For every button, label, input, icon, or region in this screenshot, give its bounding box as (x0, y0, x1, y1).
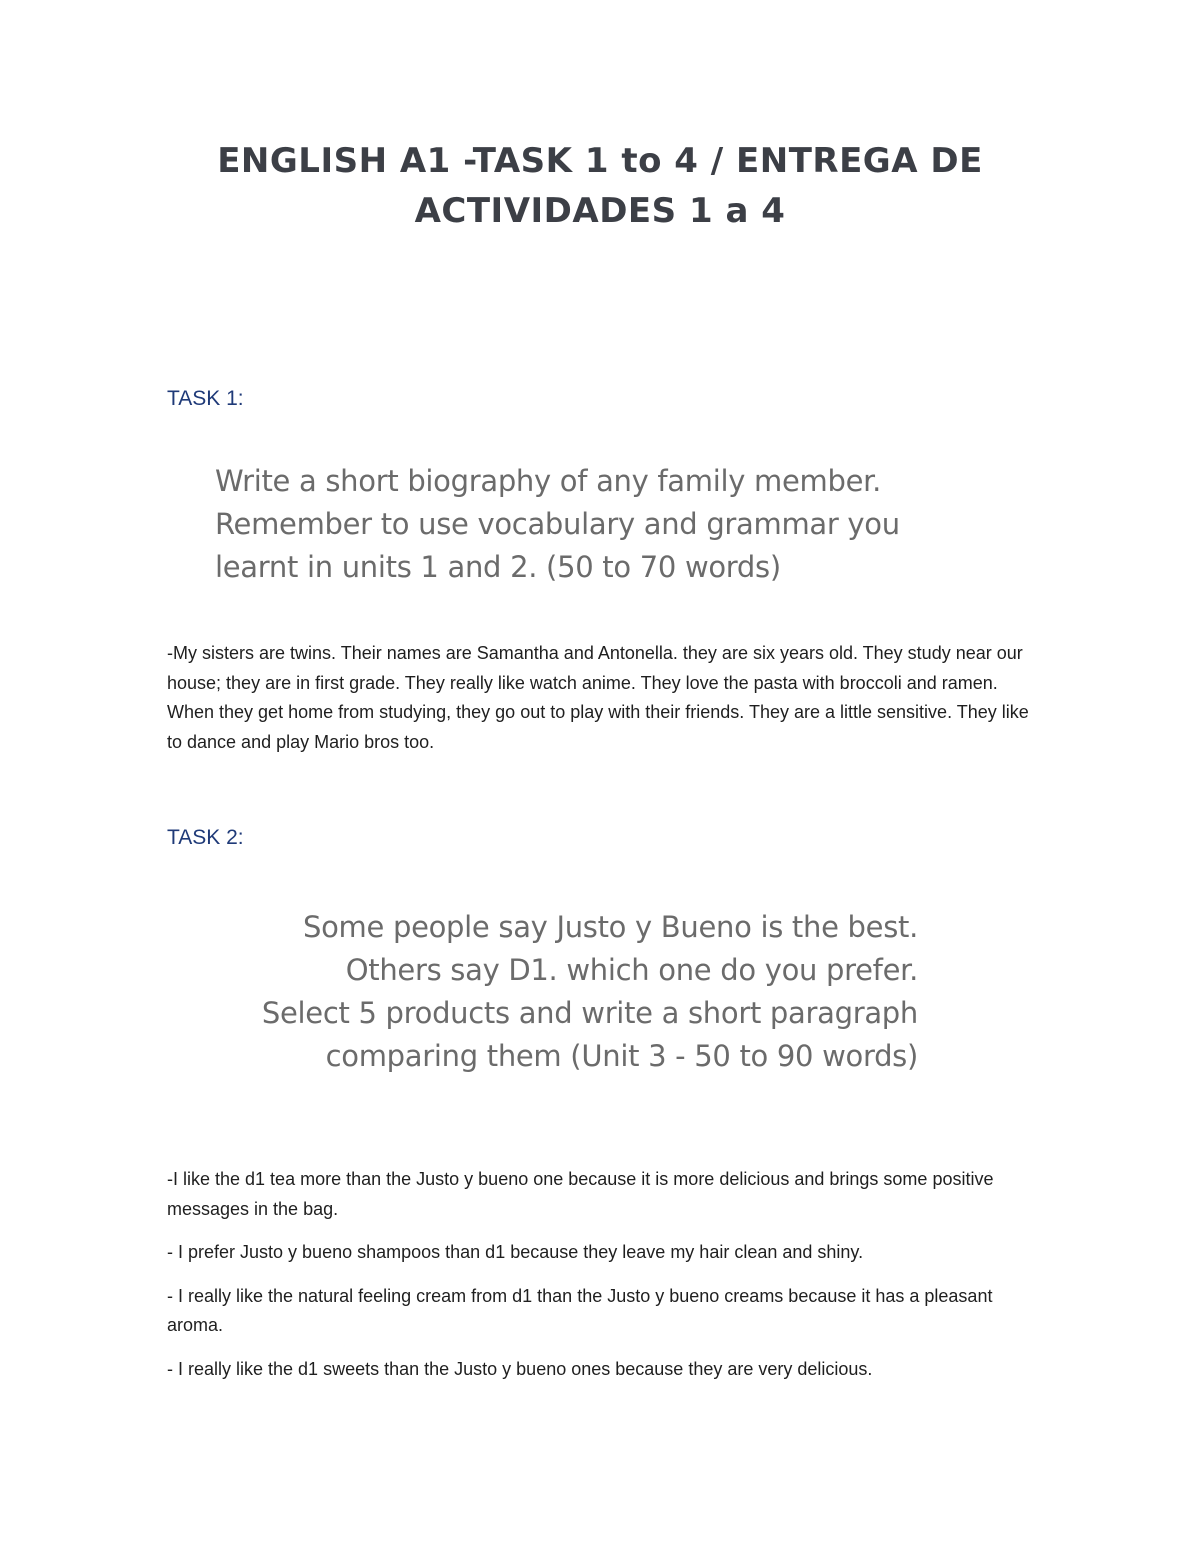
task1-heading: TASK 1: (167, 387, 244, 410)
task2-heading: TASK 2: (167, 826, 244, 849)
task1-answer-block (167, 639, 1037, 757)
task2-answer-3: - I really like the natural feeling cream from d1 than the Justo y bueno creams because it has a pleasant aroma. (167, 1285, 993, 1335)
title-line-1: ENGLISH A1 -TASK 1 to 4 / ENTREGA DE (217, 141, 983, 181)
task1-prompt-image (215, 460, 1015, 589)
task2-answer-4: - I really like the d1 sweets than the Justo y bueno ones because they are very delicious. (167, 1358, 873, 1379)
task2-answers-block (167, 1165, 1037, 1384)
task2-answer-2: - I prefer Justo y bueno shampoos than d1 because they leave my hair clean and shiny. (167, 1242, 864, 1262)
task1-prompt-line-2: Remember to use vocabulary and grammar you (215, 507, 900, 541)
task2-prompt-line-4: comparing them (Unit 3 - 50 to 90 words) (325, 1039, 918, 1073)
task1-prompt-line-1: Write a short biography of any family member. (215, 464, 881, 498)
task2-prompt-line-1: Some people say Justo y Bueno is the best. (303, 910, 918, 944)
task2-prompt-line-2: Others say D1. which one do you prefer. (345, 953, 918, 987)
task2-prompt-line-3: Select 5 products and write a short paragraph (261, 996, 918, 1030)
task1-answer: -My sisters are twins. Their names are Samantha and Antonella. they are six years old. They study near our house; they are in first grade. They really like watch anime. They love the pasta with broccoli and ramen. When they get home from studying, they go out to play with their friends. They are a little sensitive. They like to dance and play Mario bros too. (167, 643, 1029, 752)
document-title (0, 136, 1200, 236)
task1-prompt-line-3: learnt in units 1 and 2. (50 to 70 words) (215, 550, 781, 584)
task2-answer-1: -I like the d1 tea more than the Justo y bueno one because it is more delicious and brings some positive messages in the bag. (167, 1169, 994, 1219)
title-line-2: ACTIVIDADES 1 a 4 (414, 191, 786, 231)
task2-prompt-image (150, 906, 918, 1078)
